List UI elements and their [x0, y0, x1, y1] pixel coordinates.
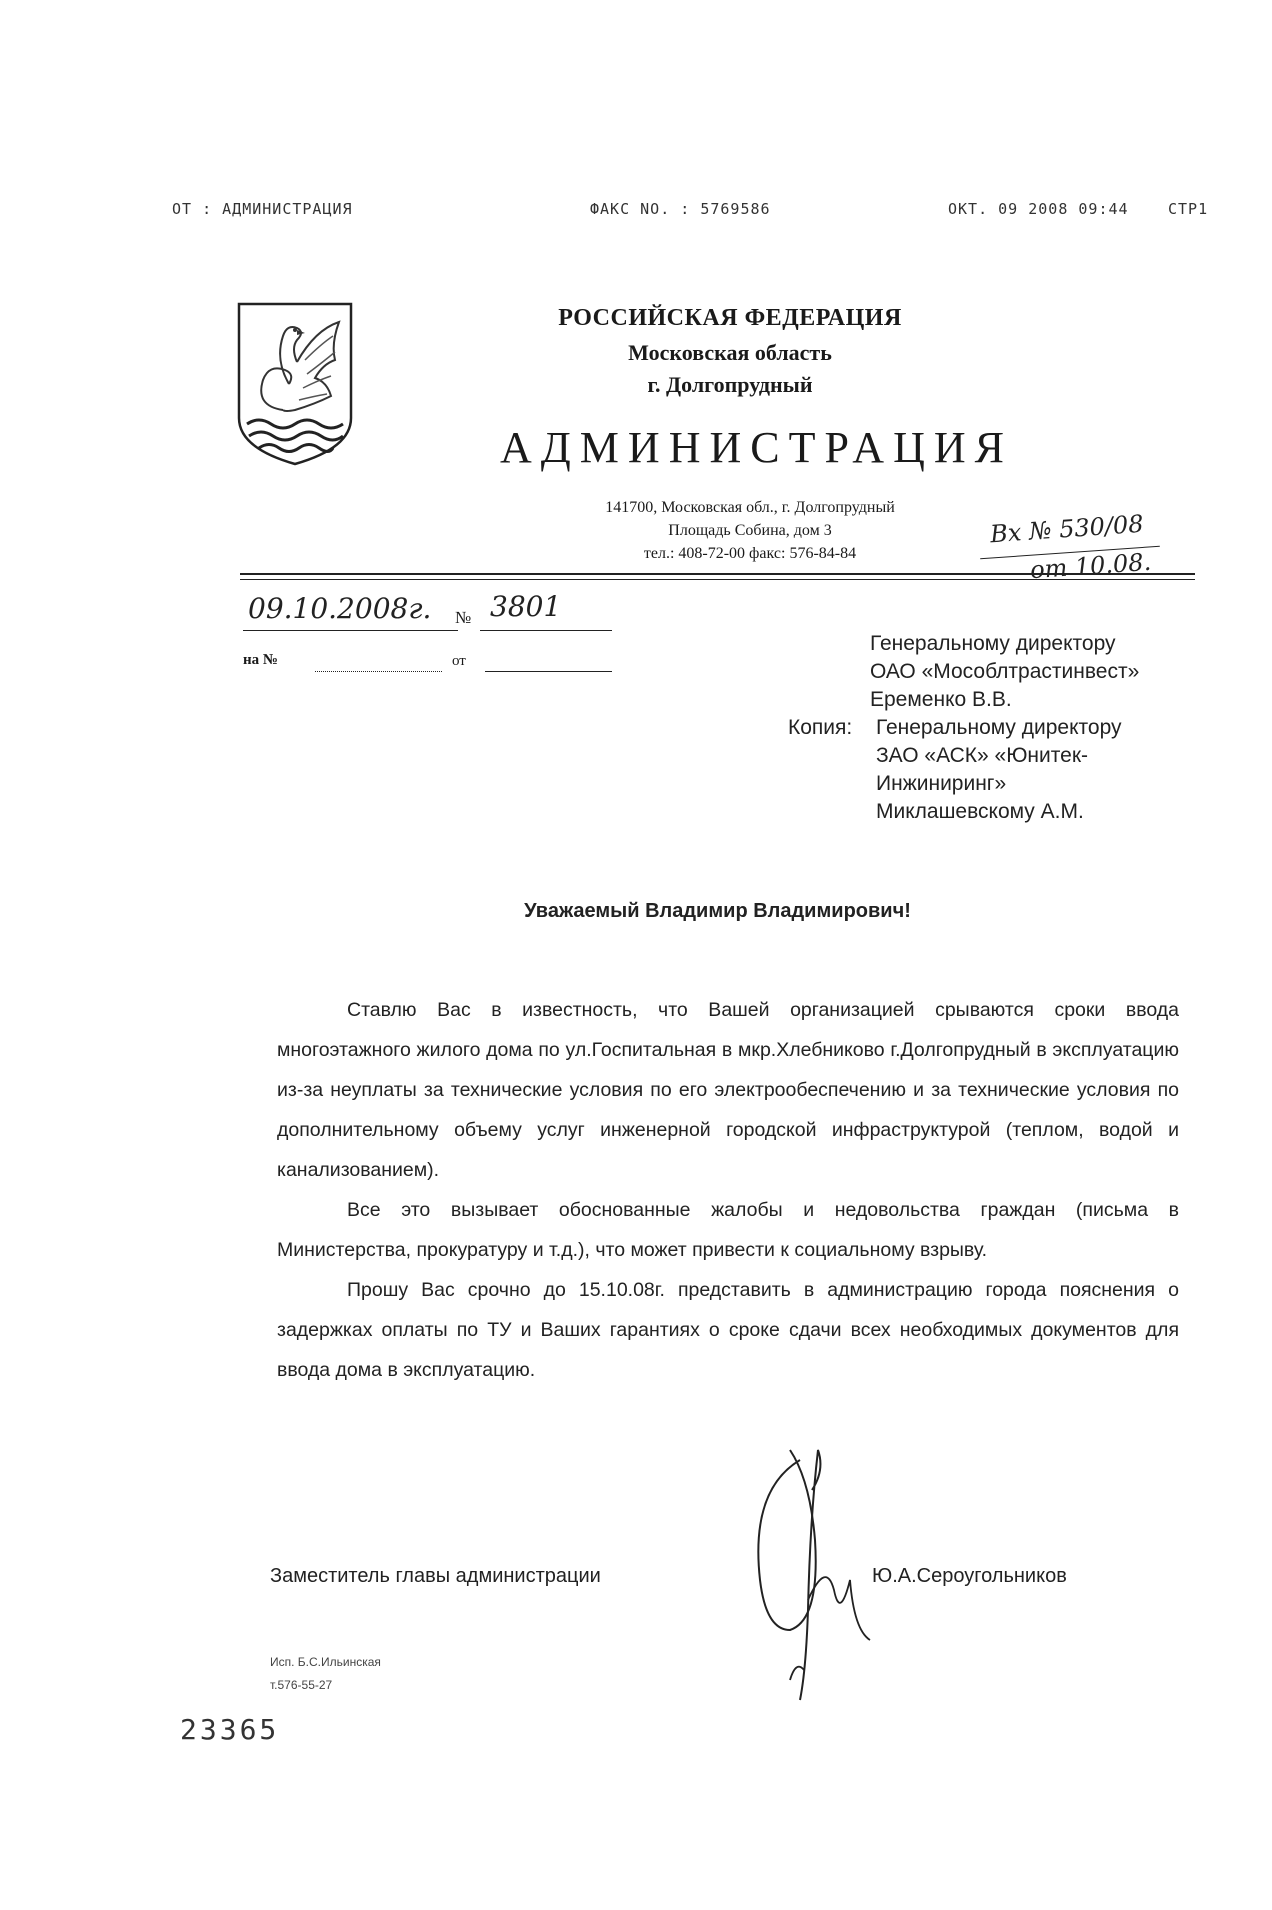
copy-recipient-line: ЗАО «АСК» «Юнитек-	[876, 744, 1088, 767]
letter-body	[277, 990, 1179, 1390]
fax-from: OT : АДМИНИСТРАЦИЯ	[172, 200, 353, 218]
copy-label: Копия:	[788, 716, 853, 739]
copy-recipient-block	[876, 714, 1122, 826]
executor-name: Исп. Б.С.Ильинская	[270, 1655, 381, 1669]
reference-from-blank	[485, 671, 612, 672]
executor-phone: т.576-55-27	[270, 1678, 333, 1692]
letterhead-rule	[240, 573, 1195, 575]
reference-label: на №	[243, 652, 278, 668]
copy-recipient-line: Генеральному директору	[876, 716, 1122, 739]
date-underline	[243, 630, 458, 631]
body-paragraph: Все это вызывает обоснованные жалобы и недовольства граждан (письма в Министерства, прокуратуру и т.д.), что может привести к социальному взрыву.	[277, 1199, 1179, 1261]
body-paragraph: Прошу Вас срочно до 15.10.08г. представить в администрацию города пояснения о задержках оплаты по ТУ и Ваших гарантиях о сроке сдачи всех необходимых документов для ввода дома в эксплуатацию.	[277, 1279, 1179, 1381]
address-line: Площадь Собина, дом 3	[668, 522, 832, 539]
recipient-block	[870, 630, 1139, 714]
copy-recipient-line: Инжиниринг»	[876, 772, 1007, 795]
reference-from-label: от	[452, 653, 466, 669]
reference-blank	[315, 671, 442, 672]
signatory-position: Заместитель главы администрации	[270, 1565, 601, 1587]
phone-line: тел.: 408-72-00 факс: 576-84-84	[643, 545, 857, 562]
address-line: 141700, Московская обл., г. Долгопрудный	[605, 499, 895, 516]
coat-of-arms-emblem	[235, 300, 355, 472]
letterhead-region: Московская область	[628, 340, 832, 365]
letterhead-country: РОССИЙСКАЯ ФЕДЕРАЦИЯ	[558, 305, 902, 331]
signatory-name: Ю.А.Сероугольников	[872, 1565, 1067, 1587]
outgoing-number: 3801	[490, 590, 562, 623]
fax-number: ФАКС NO. : 5769586	[590, 200, 771, 218]
fax-datetime: OKT. 09 2008 09:44	[948, 200, 1129, 218]
letterhead-address	[560, 496, 940, 565]
letterhead-city: г. Долгопрудный	[647, 372, 813, 397]
fax-page: СТР1	[1168, 200, 1209, 218]
number-underline	[480, 630, 612, 631]
registration-date-handwritten: от 10.08.	[1029, 547, 1153, 585]
registration-number-handwritten: Вх № 530/08	[989, 509, 1145, 549]
copy-recipient-line: Миклашевскому А.М.	[876, 800, 1084, 823]
letterhead-title: АДМИНИСТРАЦИЯ	[500, 423, 1013, 472]
recipient-line: Еременко В.В.	[870, 688, 1012, 711]
recipient-line: ОАО «Мособлтрастинвест»	[870, 660, 1140, 683]
letterhead-rule-thin	[240, 579, 1195, 580]
outgoing-date: 09.10.2008г.	[248, 592, 432, 625]
salutation: Уважаемый Владимир Владимирович!	[524, 900, 911, 922]
number-label: №	[455, 608, 472, 627]
swan-emblem-icon	[235, 300, 355, 468]
stamp-number: 23365	[180, 1713, 280, 1746]
recipient-line: Генеральному директору	[870, 632, 1116, 655]
body-paragraph: Ставлю Вас в известность, что Вашей организацией срываются сроки ввода многоэтажного жилого дома по ул.Госпитальная в мкр.Хлебниково г.Долгопрудный в эксплуатацию из-за неуплаты за технические условия по его электрообеспечению и за технические условия по дополнительному объему услуг инженерной городской инфраструктурой (теплом, водой и канализованием).	[277, 999, 1179, 1181]
